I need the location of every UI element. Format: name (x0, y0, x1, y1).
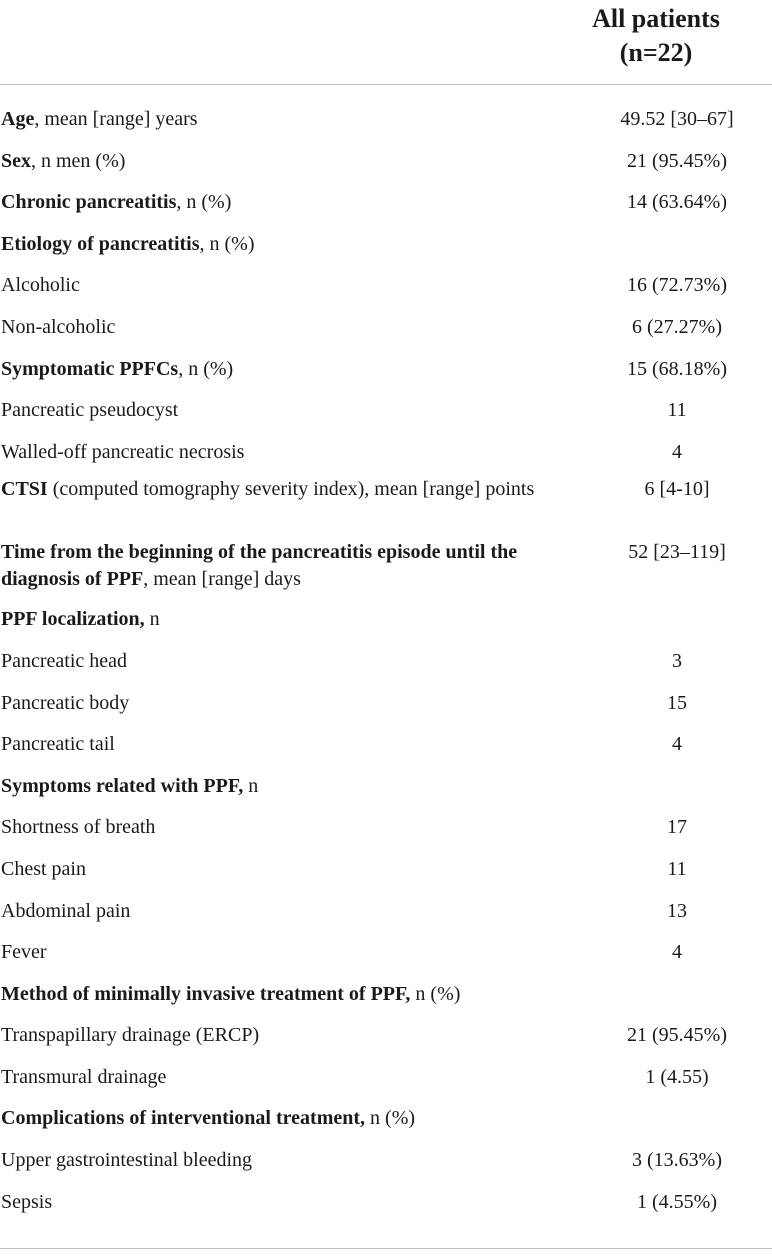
row-label (0, 397, 582, 424)
table-row (0, 807, 772, 849)
row-label (0, 773, 582, 800)
row-label (0, 106, 582, 133)
row-label-bold: Sex (1, 149, 31, 172)
column-header-line-1: All patients (592, 4, 720, 33)
table-row (0, 141, 772, 183)
table-row (0, 99, 772, 141)
table-row (0, 536, 772, 599)
table-row (0, 599, 772, 641)
table-row (0, 932, 772, 974)
row-label-text: Alcoholic (1, 274, 80, 297)
row-label-text: (computed tomography severity index), mean [range] points (47, 478, 535, 501)
row-label-bold: Symptoms related with PPF, (1, 774, 244, 797)
table-row (0, 766, 772, 808)
row-label (0, 1105, 582, 1132)
row-value: 4 (672, 440, 682, 463)
table-row (0, 1140, 772, 1182)
row-label (0, 1064, 582, 1091)
row-value: 1 (4.55) (645, 1065, 709, 1088)
row-label-text: Transpapillary drainage (ERCP) (1, 1024, 260, 1047)
row-label (0, 898, 582, 925)
row-label (0, 356, 582, 383)
row-label-bold: Chronic pancreatitis (1, 191, 177, 214)
row-label-text: , n (%) (178, 357, 234, 380)
table-row (0, 641, 772, 683)
table-row (0, 1057, 772, 1099)
row-label (0, 1189, 582, 1216)
table-header (0, 0, 772, 85)
row-label-text: Walled-off pancreatic necrosis (1, 440, 245, 463)
row-label (0, 1147, 582, 1174)
row-label-text: Abdominal pain (1, 899, 131, 922)
row-label (0, 939, 582, 966)
row-label-text: Pancreatic tail (1, 733, 115, 756)
table-row (0, 1015, 772, 1057)
row-label-text: n (%) (410, 982, 461, 1005)
table-bottom-rule (0, 1248, 772, 1249)
row-label-text: Sepsis (1, 1190, 53, 1213)
row-label (0, 314, 582, 341)
row-label-bold: Etiology of pancreatitis (1, 232, 200, 255)
table-row (0, 349, 772, 391)
row-label-bold: PPF localization, (1, 608, 145, 631)
row-value: 6 [4-10] (644, 478, 710, 501)
table-row (0, 1098, 772, 1140)
row-value: 15 (667, 691, 687, 714)
row-value: 4 (672, 941, 682, 964)
row-label-text: Pancreatic pseudocyst (1, 399, 179, 422)
row-label-text: Pancreatic body (1, 691, 130, 714)
row-label-bold: Time from the beginning of the pancreatitis episode until the diagnosis of PPF (1, 541, 518, 591)
table-row (0, 473, 772, 536)
row-label-text: , n men (%) (31, 149, 126, 172)
row-value: 49.52 [30–67] (620, 108, 734, 130)
row-label-text: , n (%) (199, 232, 255, 255)
row-value: 16 (72.73%) (627, 274, 727, 297)
row-value: 14 (63.64%) (627, 191, 727, 214)
table-row (0, 224, 772, 266)
row-label (0, 814, 582, 841)
row-value: 11 (667, 857, 687, 880)
row-value: 6 (27.27%) (632, 315, 722, 338)
row-label-bold: Age (1, 108, 35, 130)
row-label (0, 272, 582, 299)
row-label (0, 731, 582, 758)
row-label-text: Shortness of breath (1, 816, 156, 839)
row-label (0, 1022, 582, 1049)
row-label (0, 606, 582, 633)
row-label (0, 690, 582, 717)
row-label-bold: CTSI (1, 478, 48, 501)
column-header-line-2: (n=22) (619, 38, 693, 67)
row-value: 13 (667, 899, 687, 922)
table-row (0, 182, 772, 224)
table-row (0, 724, 772, 766)
row-value: 3 (672, 649, 682, 672)
row-label-text: , mean [range] years (34, 108, 198, 130)
row-label-text: Transmural drainage (1, 1065, 167, 1088)
row-label (0, 539, 582, 593)
row-label (0, 189, 582, 216)
row-value: 21 (95.45%) (627, 1024, 727, 1047)
row-label-bold: Symptomatic PPFCs (1, 357, 179, 380)
column-header-all-patients (556, 2, 756, 70)
row-label-bold: Method of minimally invasive treatment of PPF, (1, 982, 411, 1005)
table-row (0, 849, 772, 891)
table-row (0, 891, 772, 933)
row-value: 11 (667, 399, 687, 422)
row-value: 15 (68.18%) (627, 357, 727, 380)
row-value: 17 (667, 816, 687, 839)
row-label (0, 439, 582, 466)
row-value: 52 [23–119] (628, 541, 726, 564)
table-row (0, 390, 772, 432)
row-value: 1 (4.55%) (637, 1190, 717, 1213)
table-row (0, 307, 772, 349)
row-label-text: n (%) (365, 1107, 416, 1130)
row-label-text: n (144, 608, 160, 631)
table-row (0, 683, 772, 725)
row-label-text: Chest pain (1, 857, 86, 880)
row-label (0, 856, 582, 883)
row-label (0, 148, 582, 175)
row-label-text: , mean [range] days (143, 568, 301, 591)
row-label-text: Pancreatic head (1, 649, 128, 672)
row-label-text: Fever (1, 941, 47, 964)
row-label-text: Upper gastrointestinal bleeding (1, 1149, 253, 1172)
row-value: 21 (95.45%) (627, 149, 727, 172)
table-row (0, 432, 772, 474)
row-label (0, 648, 582, 675)
row-label-text: , n (%) (176, 191, 232, 214)
table-row (0, 265, 772, 307)
row-label (0, 476, 582, 503)
row-label-text: Non-alcoholic (1, 315, 116, 338)
row-label (0, 981, 582, 1008)
table-row (0, 1182, 772, 1224)
row-label-text: n (243, 774, 259, 797)
table-body (0, 99, 772, 1223)
row-label (0, 231, 582, 258)
row-value: 3 (13.63%) (632, 1149, 722, 1172)
row-value: 4 (672, 733, 682, 756)
table-row (0, 974, 772, 1016)
row-label-bold: Complications of interventional treatment, (1, 1107, 366, 1130)
